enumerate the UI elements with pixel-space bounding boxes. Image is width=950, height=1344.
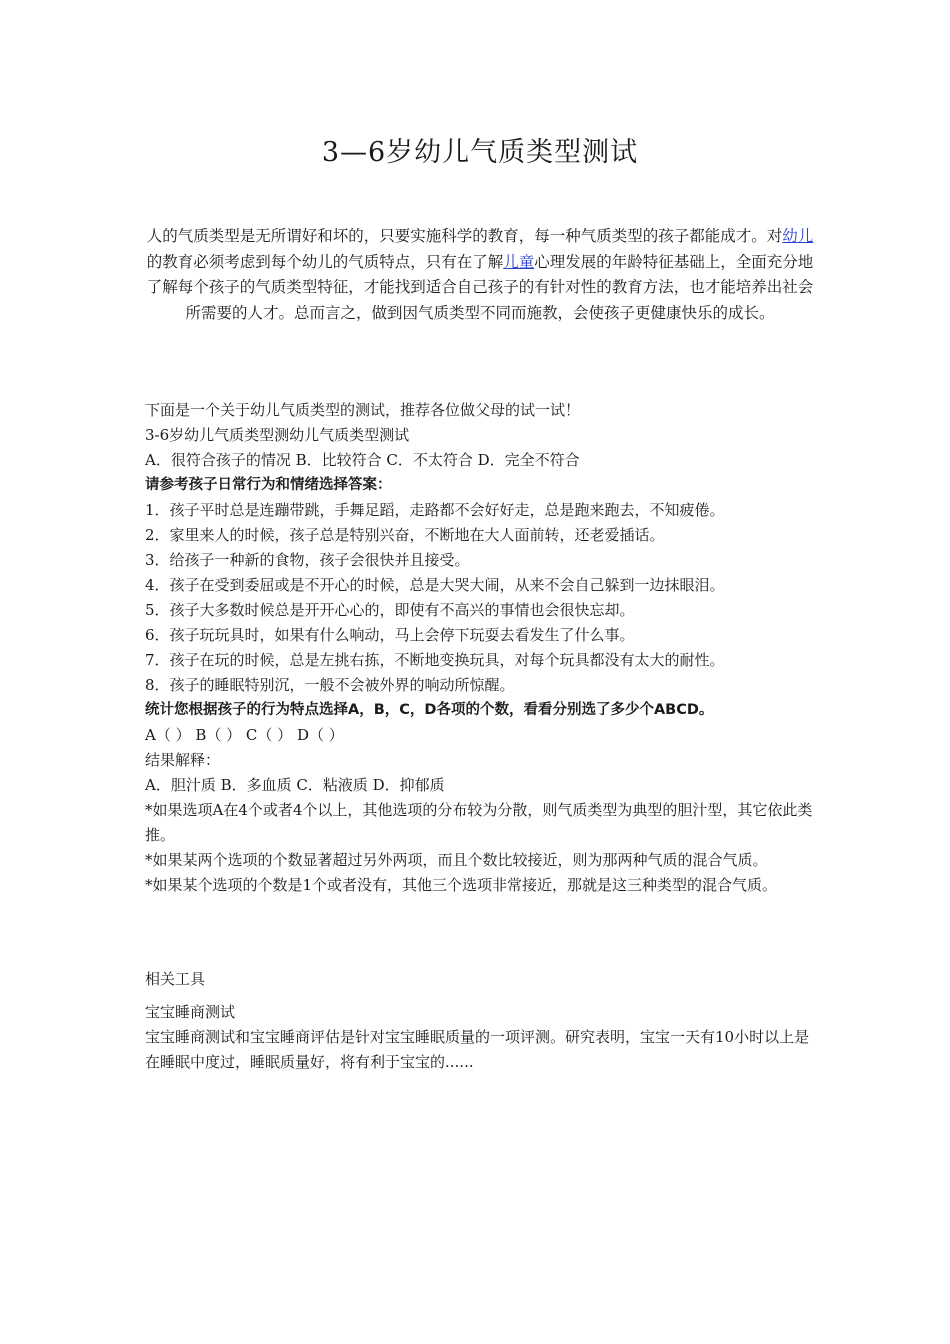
question-item: 8．孩子的睡眠特别沉，一般不会被外界的响动所惊醒。 (145, 676, 515, 694)
result-note: *如果某个选项的个数是1个或者没有，其他三个选项非常接近，那就是这三种类型的混合气质。 (145, 876, 778, 894)
tally-instruction: 统计您根据孩子的行为特点选择A，B，C，D各项的个数，看看分别选了多少个ABCD。 (145, 702, 714, 718)
question-item: 7．孩子在玩的时候，总是左挑右拣，不断地变换玩具，对每个玩具都没有太大的耐性。 (145, 651, 725, 669)
question-item: 3．给孩子一种新的食物，孩子会很快并且接受。 (145, 551, 470, 569)
result-note: *如果选项A在4个或者4个以上，其他选项的分布较为分散，则气质类型为典型的胆汁型，其它依此类推。 (145, 801, 813, 844)
question-item: 4．孩子在受到委屈或是不开心的时候，总是大哭大闹，从来不会自己躲到一边抹眼泪。 (145, 576, 725, 594)
answer-options: A．很符合孩子的情况 B．比较符合 C．不太符合 D．完全不符合 (145, 451, 580, 469)
intro-text-1: 人的气质类型是无所谓好和坏的，只要实施科学的教育，每一种气质类型的孩子都能成才。对 (146, 227, 783, 245)
question-item: 1．孩子平时总是连蹦带跳，手舞足蹈，走路都不会好好走，总是跑来跑去，不知疲倦。 (145, 501, 725, 519)
page-title: 3—6岁幼儿气质类型测试 (321, 137, 639, 168)
test-subtitle: 3-6岁幼儿气质类型测幼儿气质类型测试 (145, 426, 410, 444)
result-heading: 结果解释： (145, 751, 221, 769)
link-ertong[interactable]: 儿童 (503, 252, 535, 271)
link-youer[interactable]: 幼儿 (782, 227, 814, 245)
related-tools (145, 967, 817, 1075)
test-section (145, 398, 817, 898)
tool-title[interactable]: 宝宝睡商测试 (145, 1003, 236, 1021)
question-item: 5．孩子大多数时候总是开开心心的，即使有不高兴的事情也会很快忘却。 (145, 601, 635, 619)
intro-text-2: 的教育必须考虑到每个幼儿的气质特点，只有在了解 (146, 252, 504, 271)
result-note: *如果某两个选项的个数显著超过另外两项，而且个数比较接近，则为那两种气质的混合气质。 (145, 851, 768, 869)
instruction-text: 请参考孩子日常行为和情绪选择答案： (145, 477, 392, 493)
intro-paragraph (145, 224, 815, 326)
question-item: 6．孩子玩玩具时，如果有什么响动，马上会停下玩耍去看发生了什么事。 (145, 626, 635, 644)
tools-heading: 相关工具 (145, 970, 206, 988)
result-types: A．胆汁质 B．多血质 C．粘液质 D．抑郁质 (145, 776, 445, 794)
question-item: 2．家里来人的时候，孩子总是特别兴奋，不断地在大人面前转，还老爱插话。 (145, 526, 665, 544)
tally-blanks: A（ ） B（ ） C（ ） D（ ） (145, 726, 344, 744)
lead-text: 下面是一个关于幼儿气质类型的测试，推荐各位做父母的试一试！ (145, 401, 581, 419)
intro-text-3: 心理发展的年龄特征基础上，全面充分地了解每个孩子的气质类型特征，才能找到适合自己孩子的有针对性的教育方法，也才能培养出社会所需要的人才。总而言之，做到因气质类型不同而施教，会使孩子更健康快乐的成长。 (146, 252, 814, 322)
tool-description: 宝宝睡商测试和宝宝睡商评估是针对宝宝睡眠质量的一项评测。研究表明，宝宝一天有10小时以上是在睡眠中度过，睡眠质量好，将有利于宝宝的...... (145, 1028, 810, 1071)
